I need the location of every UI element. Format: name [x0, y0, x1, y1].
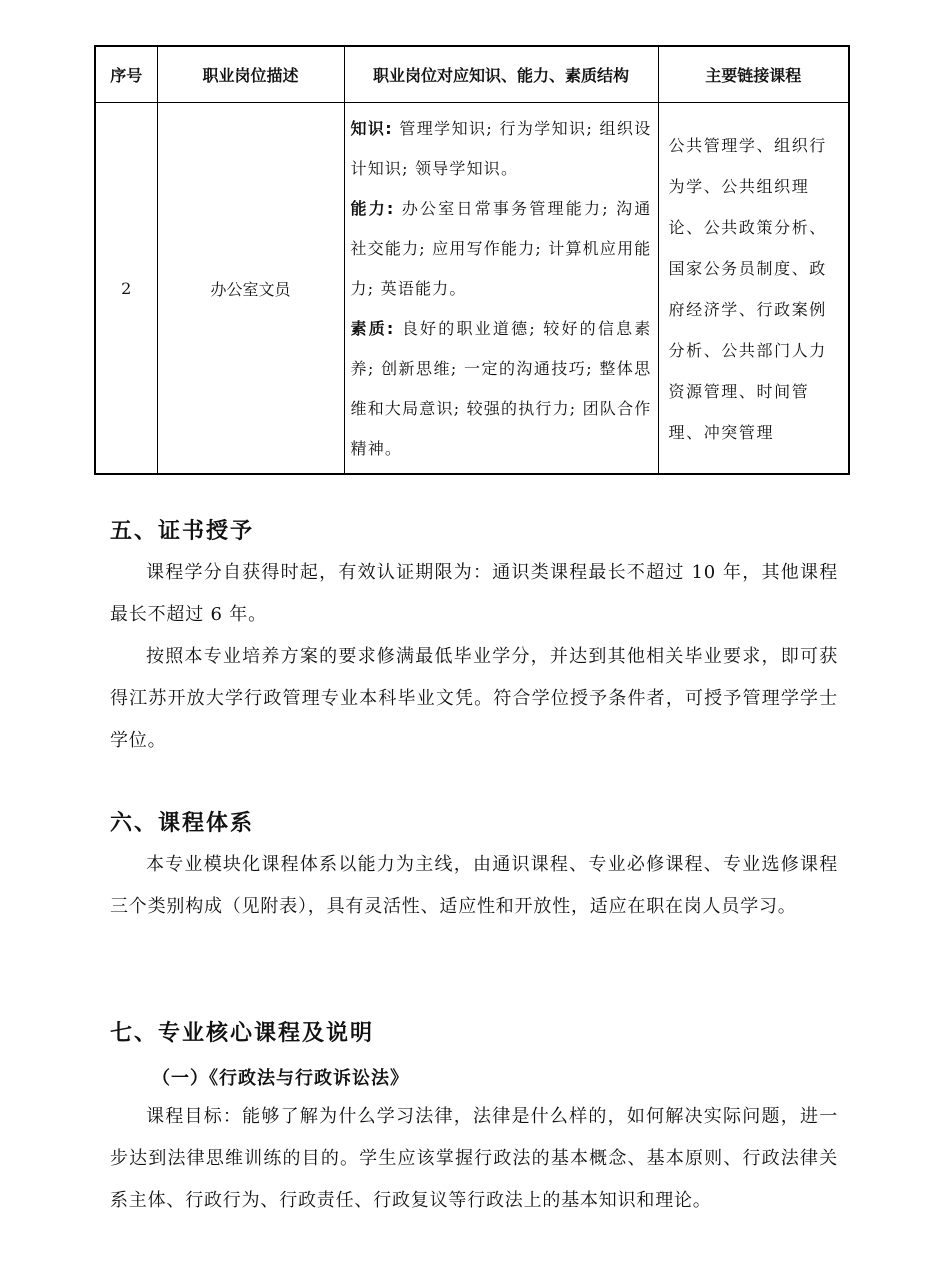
- header-linked-courses: 主要链接课程: [658, 46, 849, 103]
- quality-item: [351, 309, 652, 469]
- ability-label: 能力:: [350, 199, 395, 218]
- ability-item: [351, 189, 652, 309]
- ability-text: 办公室日常事务管理能力; 沟通社交能力; 应用写作能力; 计算机应用能力; 英语能力。: [350, 199, 652, 298]
- section-6-title: 六、课程体系: [110, 811, 255, 836]
- header-position-description: 职业岗位描述: [157, 46, 344, 103]
- job-position-table: [94, 45, 850, 475]
- header-knowledge-structure: 职业岗位对应知识、能力、素质结构: [344, 46, 658, 103]
- section-5-paragraph-2: 按照本专业培养方案的要求修满最低毕业学分，并达到其他相关毕业要求，即可获得江苏开放大学行政管理专业本科毕业文凭。符合学位授予条件者，可授予管理学学士学位。: [110, 646, 838, 751]
- row-number: 2: [95, 103, 157, 475]
- courses-text: 公共管理学、组织行为学、公共组织理论、公共政策分析、国家公务员制度、政府经济学、行政案例分析、公共部门人力资源管理、时间管理、冲突管理: [668, 136, 827, 442]
- quality-text: 良好的职业道德; 较好的信息素养; 创新思维; 一定的沟通技巧; 整体思维和大局意识; 较强的执行力; 团队合作精神。: [350, 319, 652, 458]
- knowledge-label: 知识:: [350, 119, 393, 138]
- section-5-paragraph-1: 课程学分自获得时起，有效认证期限为：通识类课程最长不超过 10 年，其他课程最长不超过 6 年。: [110, 562, 838, 625]
- row-linked-courses: [658, 103, 849, 475]
- row-position: 办公室文员: [157, 103, 344, 475]
- knowledge-text: 管理学知识; 行为学知识; 组织设计知识; 领导学知识。: [350, 119, 652, 178]
- knowledge-item: [351, 109, 652, 189]
- section-7-subheading-1: （一）《行政法与行政诉讼法》: [152, 1068, 409, 1089]
- section-6-paragraph-1: 本专业模块化课程体系以能力为主线，由通识课程、专业必修课程、专业选修课程三个类别构成（见附表），具有灵活性、适应性和开放性，适应在职在岗人员学习。: [110, 854, 838, 917]
- quality-label: 素质:: [350, 319, 395, 338]
- table-row: [95, 103, 849, 475]
- table-header-row: [95, 46, 849, 103]
- section-7-title: 七、专业核心课程及说明: [110, 1021, 375, 1046]
- header-number: 序号: [95, 46, 157, 103]
- section-5-title: 五、证书授予: [110, 519, 255, 544]
- section-7-paragraph-1: 课程目标：能够了解为什么学习法律，法律是什么样的，如何解决实际问题，进一步达到法律思维训练的目的。学生应该掌握行政法的基本概念、基本原则、行政法律关系主体、行政行为、行政责任、行政复议等行政法上的基本知识和理论。: [110, 1106, 838, 1211]
- row-knowledge-structure: [344, 103, 658, 475]
